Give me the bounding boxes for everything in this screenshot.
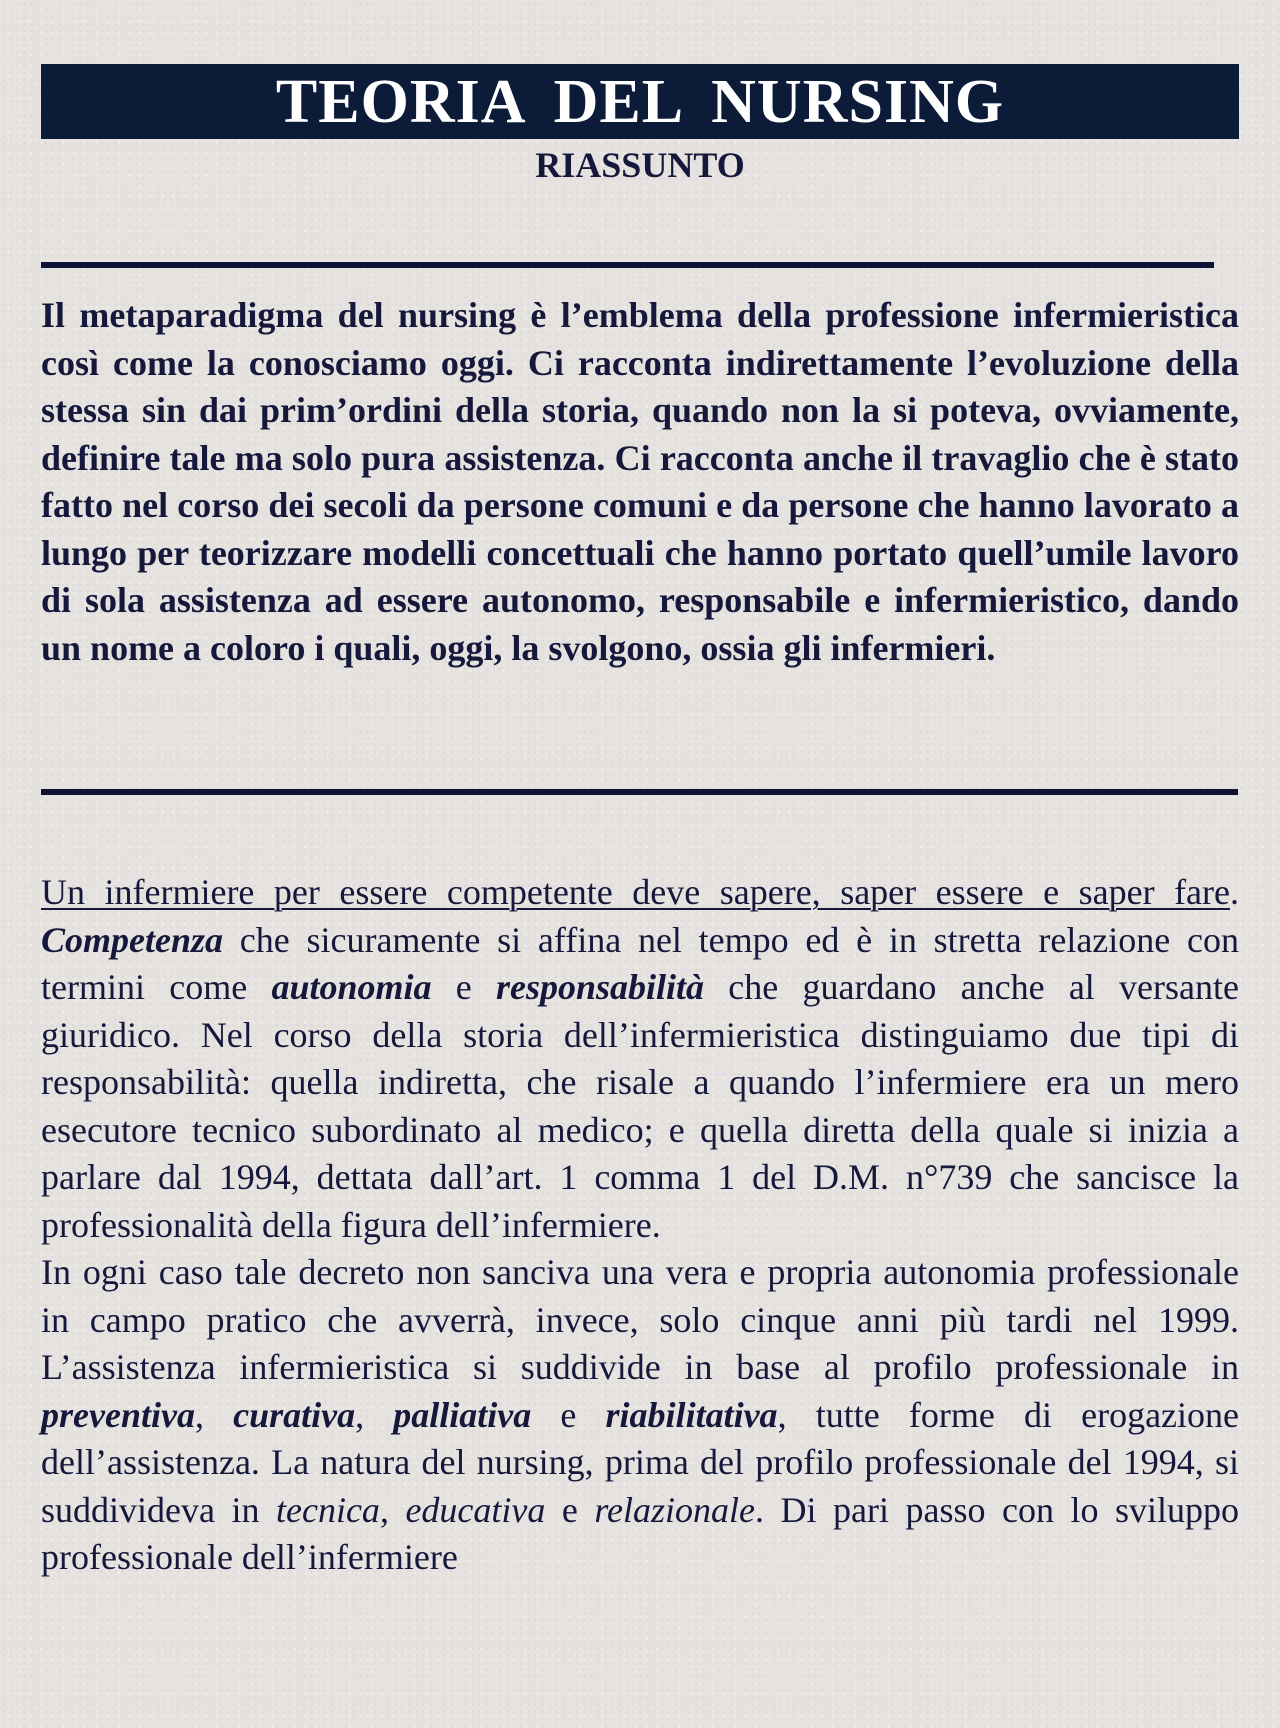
emphasis-palliativa: palliativa [393, 1394, 532, 1435]
emphasis-riabilitativa: riabilitativa [605, 1394, 778, 1435]
text-span: , [194, 1394, 234, 1435]
body-content [41, 869, 1239, 1582]
text-span: che guardano anche al versante giuridico. Nel corso della storia dell’infermieristica distinguiamo due tipi di responsabilità: quella indiretta, che risale a quando l’infermiere era un mero esecutore tecnico subordinato al medico; e quella diretta della quale si inizia a parlare dal 1994, dettata dall’art. 1 comma 1 del D.M. n°739 che sancisce la professionalità della figura dell’infermiere. [41, 967, 1239, 1245]
summary-paragraph: Il metaparadigma del nursing è l’emblema della professione infermieristica così come la conosciamo oggi. Ci racconta indirettamente l’evoluzione della stessa sin dai prim’ordini della storia, quando non la si poteva, ovviamente, definire tale ma solo pura assistenza. Ci racconta anche il travaglio che è stato fatto nel corso dei secoli da persone comuni e da persone che hanno lavorato a lungo per teorizzare modelli concettuali che hanno portato quell’umile lavoro di sola assistenza ad essere autonomo, responsabile e infermieristico, dando un nome a coloro i quali, oggi, la svolgono, ossia gli infermieri. [41, 295, 1239, 668]
text-span: . [1230, 872, 1239, 912]
text-span: e [531, 1394, 606, 1435]
body-paragraph-2 [41, 1249, 1239, 1582]
divider-bottom [41, 789, 1238, 795]
title-banner [41, 64, 1239, 139]
text-span: che sicuramente si affina nel tempo ed è in stretta relazione con termini come [41, 919, 1239, 1007]
emphasis-autonomia: autonomia [271, 967, 432, 1007]
text-span: , [379, 1489, 406, 1530]
underlined-statement: Un infermiere per essere competente deve sapere, saper essere e saper fare [41, 872, 1230, 912]
text-span: , [355, 1394, 394, 1435]
text-span: e [545, 1489, 595, 1530]
italic-tecnica: tecnica [275, 1489, 380, 1530]
text-span: , tutte forme di erogazione dell’assistenza. La natura del nursing, prima del profilo professionale del 1994, si suddivideva in [41, 1394, 1240, 1530]
emphasis-competenza: Competenza [41, 919, 224, 960]
italic-relazionale: relazionale [594, 1489, 756, 1530]
emphasis-responsabilita: responsabilità [495, 967, 705, 1007]
body-paragraph-1 [41, 869, 1239, 1249]
text-span: . Di pari passo con lo sviluppo professionale dell’infermiere [41, 1489, 1239, 1577]
document-title: TEORIA DEL NURSING [275, 67, 1005, 136]
document-subtitle: RIASSUNTO [535, 145, 745, 185]
italic-educativa: educativa [405, 1489, 546, 1530]
text-span: e [431, 967, 496, 1007]
divider-top [41, 262, 1214, 268]
text-span: In ogni caso tale decreto non sanciva una vera e propria autonomia professionale in campo pratico che avverrà, invece, solo cinque anni più tardi nel 1999. L’assistenza infermieristica si suddivide in base al profilo professionale in [41, 1252, 1239, 1387]
emphasis-curativa: curativa [233, 1394, 356, 1435]
emphasis-preventiva: preventiva [41, 1394, 195, 1435]
